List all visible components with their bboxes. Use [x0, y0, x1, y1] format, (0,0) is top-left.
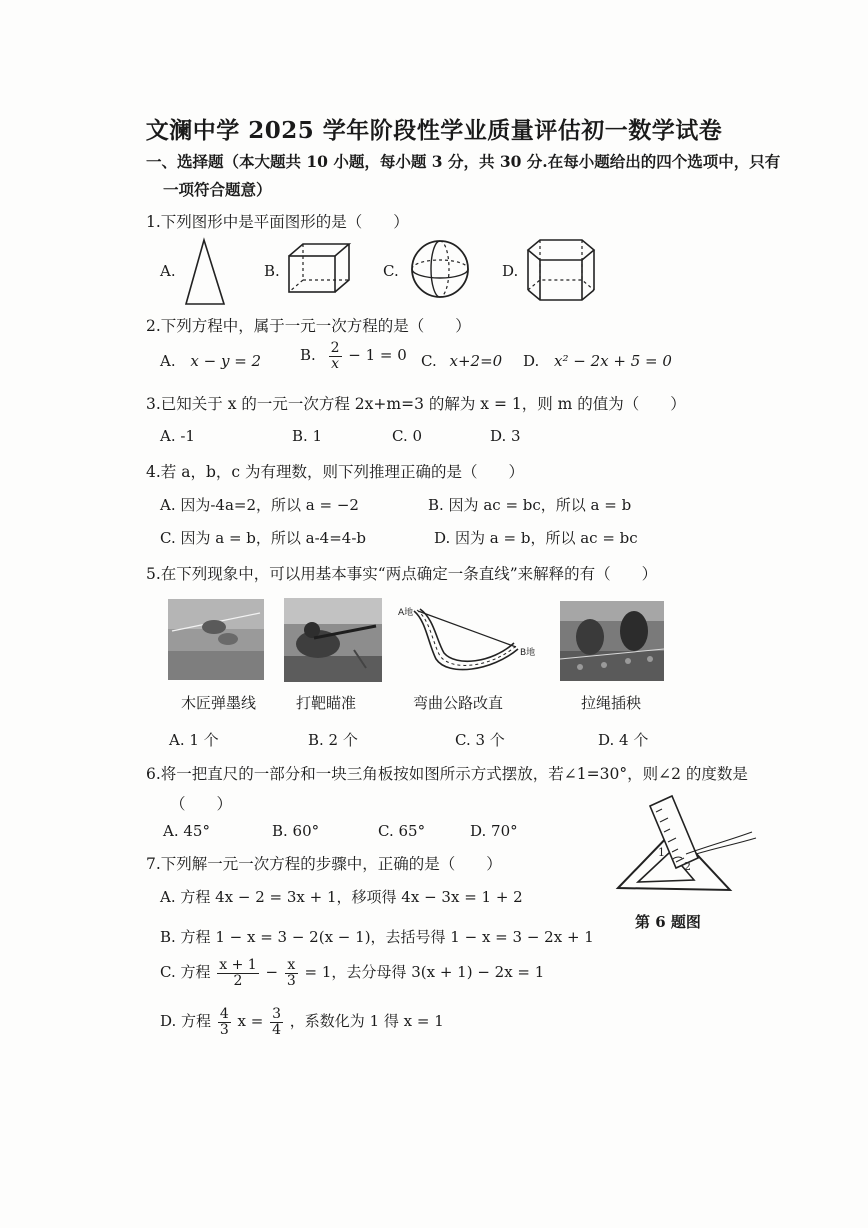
- section-heading-line1: 一、选择题（本大题共 10 小题，每小题 3 分，共 30 分.在每小题给出的四个选项中，只有: [146, 152, 781, 171]
- q7-option-d-fraction-1: [218, 1007, 231, 1037]
- q2-stem: 2.下列方程中，属于一元一次方程的是（ ）: [146, 317, 471, 335]
- q2-option-b-denominator: x: [331, 355, 339, 372]
- q7-option-c-fraction-2-denominator: 3: [286, 972, 296, 989]
- q3-option-c: C. 0: [392, 427, 423, 445]
- q2-option-a: [160, 352, 261, 370]
- q7-option-c-fraction-1: [217, 958, 258, 988]
- q4-option-b: B. 因为 ac = bc，所以 a = b: [428, 496, 632, 514]
- q1-option-a-label: A.: [160, 262, 176, 280]
- q2-option-c: [421, 352, 502, 370]
- angle-1-label: 1: [658, 846, 665, 859]
- rice-planting-photo: [560, 601, 664, 681]
- caption-shooting: 打靶瞄准: [296, 694, 357, 712]
- q4-option-d: D. 因为 a = b，所以 ac = bc: [434, 529, 638, 547]
- q7-option-b: B. 方程 1 − x = 3 − 2(x − 1)，去括号得 1 − x = 3 − 2x + 1: [160, 928, 594, 946]
- caption-curved-road: 弯曲公路改直: [413, 694, 504, 712]
- q7-option-c-fraction-2: [285, 958, 298, 988]
- q5-option-b: B. 2 个: [308, 731, 358, 749]
- q7-option-d-fraction-1-numerator: 4: [219, 1006, 229, 1022]
- q3-option-a: A. -1: [160, 427, 195, 445]
- curved-road-figure: [396, 603, 542, 679]
- q4-option-a: A. 因为-4a=2，所以 a = −2: [160, 496, 359, 514]
- q1-option-c-label: C.: [383, 262, 399, 280]
- q3-option-b: B. 1: [292, 427, 323, 445]
- q6-option-c: C. 65°: [378, 822, 426, 840]
- q6-option-a: A. 45°: [163, 822, 210, 840]
- q7-option-d-prefix: D. 方程: [160, 1012, 212, 1031]
- q3-option-d: D. 3: [490, 427, 521, 445]
- q7-option-d-fraction-2-denominator: 4: [272, 1021, 282, 1038]
- q2-option-b-fraction: [329, 341, 342, 371]
- q7-option-d: [160, 1007, 444, 1037]
- q7-option-c-fraction-1-denominator: 2: [233, 972, 243, 989]
- q2-option-c-text: x+2=0: [449, 352, 503, 370]
- q7-option-c: [160, 958, 544, 988]
- map-label-b: B地: [520, 648, 536, 658]
- q5-option-d: D. 4 个: [598, 731, 649, 749]
- q7-option-d-fraction-2: [270, 1007, 283, 1037]
- shooting-aim-photo: [284, 598, 382, 682]
- q6-option-b: B. 60°: [272, 822, 320, 840]
- map-label-a: A地: [398, 608, 414, 618]
- q7-option-c-minus: −: [265, 963, 279, 982]
- q6-stem-line1: 6.将一把直尺的一部分和一块三角板按如图所示方式摆放，若∠1=30°，则∠2 的度数是: [146, 765, 748, 783]
- q7-option-a: A. 方程 4x − 2 = 3x + 1，移项得 4x − 3x = 1 + 2: [160, 888, 523, 906]
- q7-option-c-fraction-1-numerator: x + 1: [219, 957, 257, 973]
- q4-option-c: C. 因为 a = b，所以 a-4=4-b: [160, 529, 367, 547]
- q6-stem-line2: （ ）: [170, 795, 233, 813]
- q7-option-d-middle: x =: [237, 1012, 264, 1031]
- q5-stem: 5.在下列现象中，可以用基本事实“两点确定一条直线”来解释的有（ ）: [146, 565, 658, 583]
- carpenter-ink-line-photo: [168, 599, 264, 680]
- q2-option-a-label: A.: [160, 352, 176, 370]
- cone-figure: [184, 238, 228, 306]
- angle-2-label: 2: [684, 860, 691, 873]
- q7-option-c-fraction-2-numerator: x: [285, 958, 298, 974]
- q6-figure-caption: 第 6 题图: [635, 913, 701, 931]
- section-heading-line2: 一项符合题意）: [163, 180, 272, 199]
- q2-option-b-label: B.: [300, 346, 316, 365]
- q7-option-d-suffix: ，系数化为 1 得 x = 1: [289, 1012, 444, 1031]
- q2-option-a-text: x − y = 2: [190, 352, 262, 370]
- q7-option-d-fraction-2-numerator: 3: [272, 1006, 282, 1022]
- q1-option-d-label: D.: [502, 262, 519, 280]
- q1-option-b-label: B.: [264, 262, 280, 280]
- q3-stem: 3.已知关于 x 的一元一次方程 2x+m=3 的解为 x = 1，则 m 的值为（ ）: [146, 395, 686, 413]
- q7-option-c-prefix: C. 方程: [160, 963, 211, 982]
- q7-stem: 7.下列解一元一次方程的步骤中，正确的是（ ）: [146, 855, 502, 873]
- q2-option-b-tail: − 1 = 0: [348, 346, 407, 365]
- q2-option-b: [300, 341, 407, 371]
- q1-stem: 1.下列图形中是平面图形的是（ ）: [146, 213, 409, 231]
- caption-carpenter: 木匠弹墨线: [181, 694, 257, 712]
- cube-figure: [287, 242, 351, 294]
- q4-stem: 4.若 a，b，c 为有理数，则下列推理正确的是（ ）: [146, 463, 524, 481]
- caption-rice-planting: 拉绳插秧: [581, 694, 642, 712]
- q7-option-d-fraction-1-denominator: 3: [219, 1021, 229, 1038]
- q6-option-d: D. 70°: [470, 822, 518, 840]
- sphere-figure: [410, 238, 470, 300]
- q2-option-b-numerator: 2: [330, 340, 340, 356]
- q7-option-c-suffix: = 1，去分母得 3(x + 1) − 2x = 1: [304, 963, 545, 982]
- page-title: 文澜中学 2025 学年阶段性学业质量评估初一数学试卷: [145, 117, 723, 144]
- q5-option-c: C. 3 个: [455, 731, 505, 749]
- q2-option-d-text: x² − 2x + 5 = 0: [554, 352, 672, 370]
- q2-option-c-label: C.: [421, 352, 437, 370]
- ruler-triangle-figure: [612, 792, 758, 902]
- q5-option-a: A. 1 个: [169, 731, 219, 749]
- q2-option-d: [523, 352, 672, 370]
- q2-option-d-label: D.: [523, 352, 540, 370]
- hexagonal-prism-figure: [526, 238, 598, 304]
